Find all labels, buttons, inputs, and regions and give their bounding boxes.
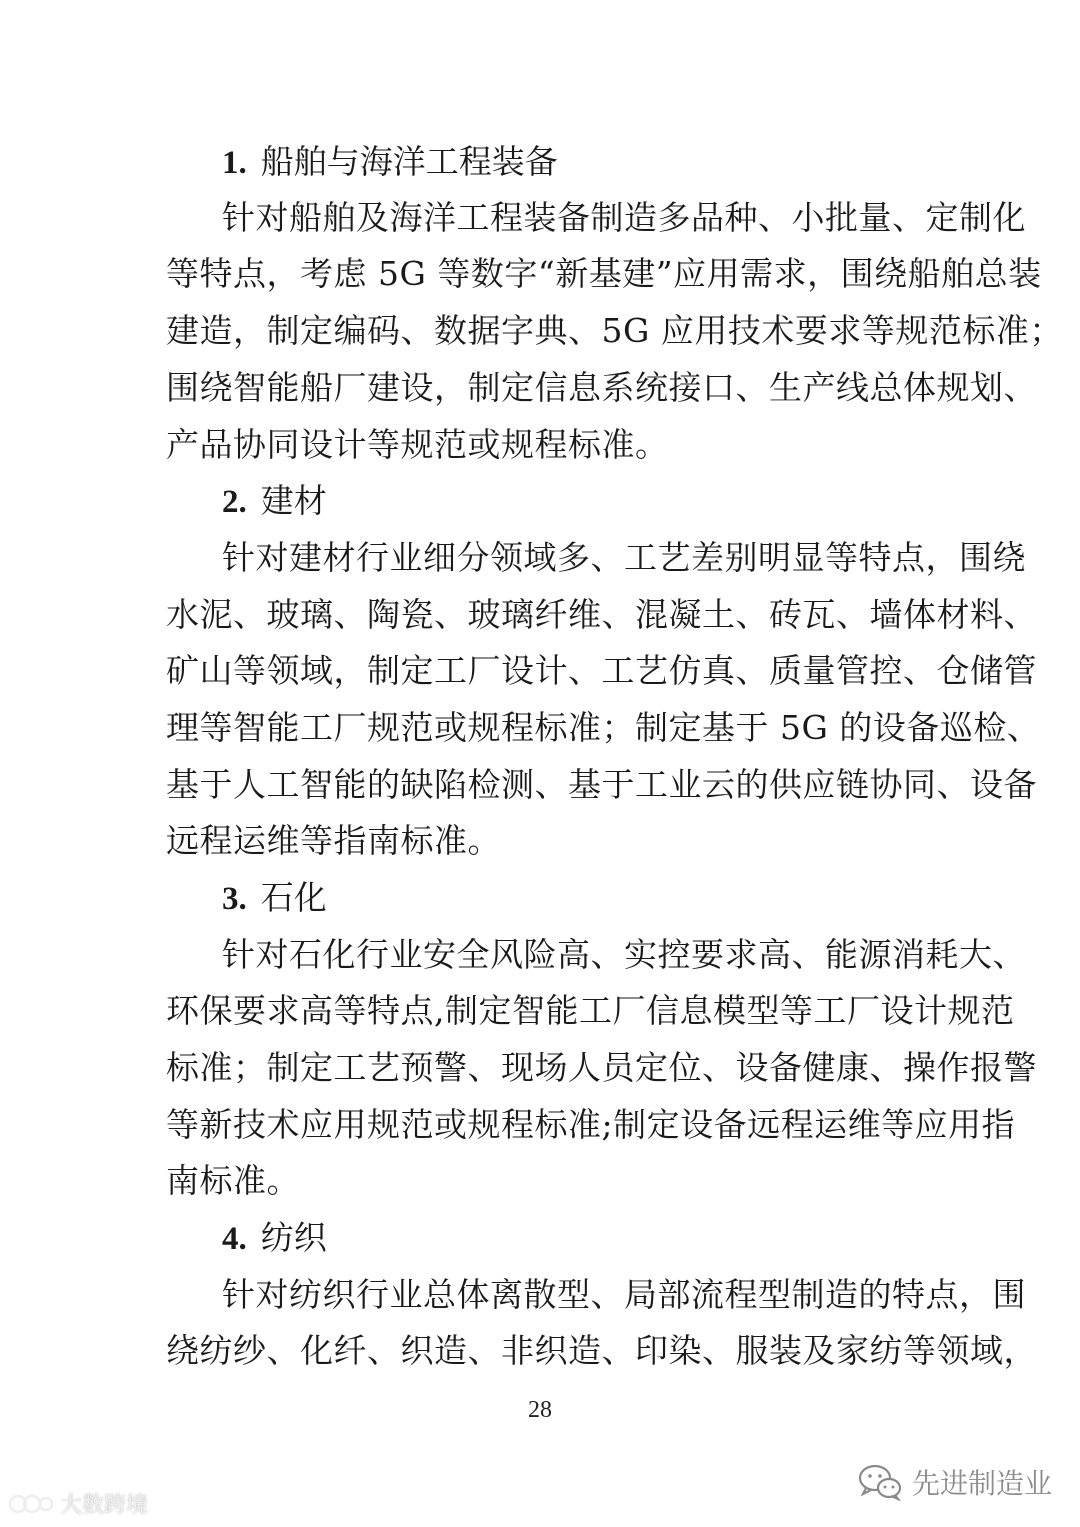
section-number: 3. — [222, 881, 247, 917]
wechat-icon — [858, 1463, 902, 1501]
paragraph-line: 产品协同设计等规范或规程标准。 — [166, 425, 669, 464]
paragraph-line: 环保要求高等特点,制定智能工厂信息模型等工厂设计规范 — [166, 991, 1015, 1030]
paragraph-line: 南标准。 — [166, 1161, 300, 1200]
paragraph-line: 水泥、玻璃、陶瓷、玻璃纤维、混凝土、砖瓦、墙体材料、 — [166, 595, 1037, 634]
watermark-left-text: 大数跨境 — [60, 1493, 149, 1518]
paragraph-line: 等新技术应用规范或规程标准;制定设备远程运维等应用指 — [166, 1105, 1016, 1144]
watermark-left — [8, 1488, 148, 1519]
section-number: 4. — [222, 1221, 247, 1257]
section-heading — [222, 142, 558, 183]
section-number: 2. — [222, 484, 247, 520]
section-title: 建材 — [260, 481, 327, 520]
section-title: 石化 — [260, 878, 327, 917]
brand-logo-icon — [8, 1492, 54, 1516]
paragraph-line: 针对纺织行业总体离散型、局部流程型制造的特点，围 — [222, 1275, 1026, 1314]
paragraph-line: 针对石化行业安全风险高、实控要求高、能源消耗大、 — [222, 935, 1026, 974]
page-number: 28 — [528, 1397, 552, 1423]
section-heading — [222, 481, 327, 522]
paragraph-line: 标准；制定工艺预警、现场人员定位、设备健康、操作报警 — [166, 1048, 1037, 1087]
paragraph-line: 基于人工智能的缺陷检测、基于工业云的供应链协同、设备 — [166, 765, 1037, 804]
section-heading — [222, 878, 327, 919]
paragraph-line: 远程运维等指南标准。 — [166, 821, 501, 860]
section-number: 1. — [222, 145, 247, 181]
paragraph-line: 绕纺纱、化纤、织造、非织造、印染、服装及家纺等领域， — [166, 1331, 1037, 1370]
paragraph-line: 针对船舶及海洋工程装备制造多品种、小批量、定制化 — [222, 198, 1026, 237]
section-heading — [222, 1218, 327, 1259]
section-title: 船舶与海洋工程装备 — [260, 142, 558, 181]
paragraph-line: 围绕智能船厂建设，制定信息系统接口、生产线总体规划、 — [166, 368, 1037, 407]
paragraph-line: 针对建材行业细分领域多、工艺差别明显等特点，围绕 — [222, 538, 1026, 577]
section-title: 纺织 — [260, 1218, 327, 1257]
paragraph-line: 理等智能工厂规范或规程标准；制定基于 5G 的设备巡检、 — [166, 708, 1041, 747]
paragraph-line: 建造，制定编码、数据字典、5G 应用技术要求等规范标准； — [166, 311, 1063, 350]
watermark-right-text: 先进制造业 — [911, 1467, 1052, 1500]
watermark-right — [858, 1462, 1052, 1502]
paragraph-line: 等特点，考虑 5G 等数字“新基建”应用需求，围绕船舶总装 — [166, 254, 1042, 293]
paragraph-line: 矿山等领域，制定工厂设计、工艺仿真、质量管控、仓储管 — [166, 651, 1037, 690]
